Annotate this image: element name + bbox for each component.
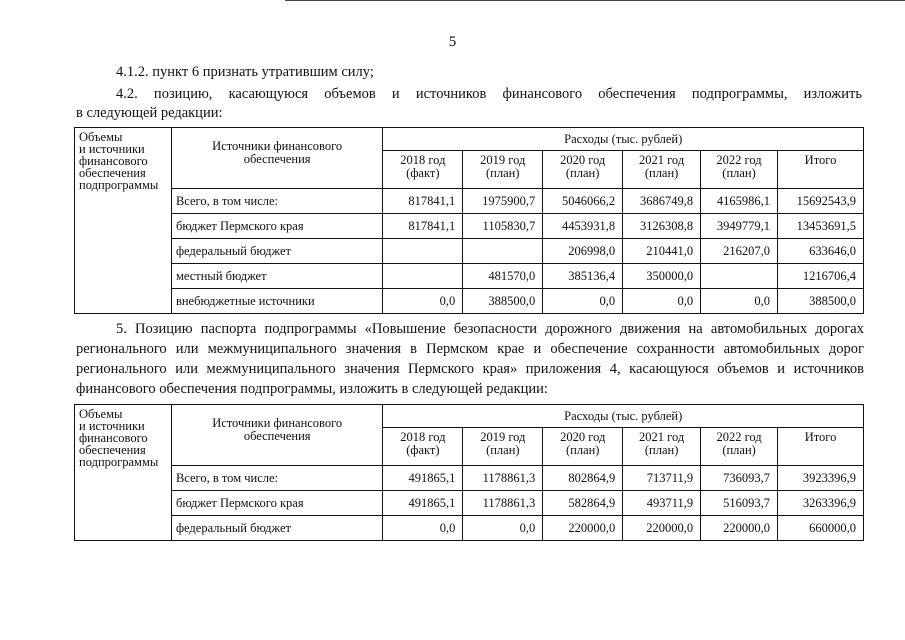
year-header: 2021 год (план) bbox=[623, 151, 701, 189]
value-cell: 3923396,9 bbox=[778, 466, 864, 491]
value-cell: 633646,0 bbox=[778, 239, 864, 264]
top-rule bbox=[285, 0, 905, 1]
value-cell: 1105830,7 bbox=[463, 214, 543, 239]
header-row bbox=[75, 128, 864, 151]
expenses-header: Расходы (тыс. рублей) bbox=[383, 405, 864, 428]
table-row bbox=[75, 289, 864, 314]
paragraph-4-2-line1: 4.2. позицию, касающуюся объемов и источников финансового обеспечения подпрограммы, изложить bbox=[116, 86, 862, 102]
value-cell: 13453691,5 bbox=[778, 214, 864, 239]
table-row bbox=[75, 264, 864, 289]
year-header: Итого bbox=[778, 151, 864, 189]
year-header: 2022 год (план) bbox=[701, 151, 778, 189]
table-row bbox=[75, 189, 864, 214]
value-cell: 660000,0 bbox=[778, 516, 864, 541]
source-label: Всего, в том числе: bbox=[171, 466, 382, 491]
year-header: 2020 год (план) bbox=[543, 428, 623, 466]
sources-header: Источники финансового обеспечения bbox=[171, 405, 382, 466]
table-row bbox=[75, 516, 864, 541]
value-cell: 736093,7 bbox=[701, 466, 778, 491]
header-row bbox=[75, 405, 864, 428]
financing-table-2 bbox=[74, 404, 864, 541]
value-cell: 15692543,9 bbox=[778, 189, 864, 214]
value-cell: 3686749,8 bbox=[623, 189, 701, 214]
value-cell: 491865,1 bbox=[383, 491, 463, 516]
value-cell: 582864,9 bbox=[543, 491, 623, 516]
value-cell: 0,0 bbox=[623, 289, 701, 314]
table-row bbox=[75, 466, 864, 491]
paragraph-4-2-line2: в следующей редакции: bbox=[76, 105, 223, 121]
value-cell: 3949779,1 bbox=[701, 214, 778, 239]
table-row bbox=[75, 239, 864, 264]
value-cell: 516093,7 bbox=[701, 491, 778, 516]
value-cell: 3263396,9 bbox=[778, 491, 864, 516]
value-cell: 388500,0 bbox=[778, 289, 864, 314]
value-cell: 210441,0 bbox=[623, 239, 701, 264]
source-label: федеральный бюджет bbox=[171, 239, 382, 264]
value-cell bbox=[383, 264, 463, 289]
financing-table-1 bbox=[74, 127, 864, 314]
source-label: федеральный бюджет bbox=[171, 516, 382, 541]
source-label: бюджет Пермского края bbox=[171, 214, 382, 239]
source-label: местный бюджет bbox=[171, 264, 382, 289]
value-cell: 220000,0 bbox=[701, 516, 778, 541]
value-cell: 206998,0 bbox=[543, 239, 623, 264]
value-cell: 1178861,3 bbox=[463, 491, 543, 516]
value-cell: 216207,0 bbox=[701, 239, 778, 264]
year-header: 2020 год (план) bbox=[543, 151, 623, 189]
value-cell: 491865,1 bbox=[383, 466, 463, 491]
value-cell: 5046066,2 bbox=[543, 189, 623, 214]
table-row bbox=[75, 491, 864, 516]
year-header: 2018 год (факт) bbox=[383, 428, 463, 466]
source-label: внебюджетные источники bbox=[171, 289, 382, 314]
value-cell: 0,0 bbox=[383, 516, 463, 541]
value-cell: 1178861,3 bbox=[463, 466, 543, 491]
source-label: бюджет Пермского края bbox=[171, 491, 382, 516]
expenses-header: Расходы (тыс. рублей) bbox=[383, 128, 864, 151]
value-cell: 817841,1 bbox=[383, 214, 463, 239]
year-header: 2022 год (план) bbox=[701, 428, 778, 466]
value-cell: 0,0 bbox=[701, 289, 778, 314]
value-cell: 4453931,8 bbox=[543, 214, 623, 239]
value-cell bbox=[463, 239, 543, 264]
volumes-sources-cell: Объемы и источники финансового обеспечения подпрограммы bbox=[75, 405, 172, 541]
value-cell: 817841,1 bbox=[383, 189, 463, 214]
value-cell: 0,0 bbox=[543, 289, 623, 314]
value-cell: 802864,9 bbox=[543, 466, 623, 491]
value-cell bbox=[383, 239, 463, 264]
page-number: 5 bbox=[448, 34, 457, 50]
year-header: 2021 год (план) bbox=[623, 428, 701, 466]
value-cell: 481570,0 bbox=[463, 264, 543, 289]
year-header: 2018 год (факт) bbox=[383, 151, 463, 189]
value-cell: 493711,9 bbox=[623, 491, 701, 516]
value-cell: 220000,0 bbox=[623, 516, 701, 541]
year-header: 2019 год (план) bbox=[463, 428, 543, 466]
paragraph-4-1-2: 4.1.2. пункт 6 признать утратившим силу; bbox=[116, 64, 374, 80]
year-header: Итого bbox=[778, 428, 864, 466]
volumes-sources-cell: Объемы и источники финансового обеспечения подпрограммы bbox=[75, 128, 172, 314]
value-cell: 1975900,7 bbox=[463, 189, 543, 214]
source-label: Всего, в том числе: bbox=[171, 189, 382, 214]
year-header: 2019 год (план) bbox=[463, 151, 543, 189]
value-cell: 0,0 bbox=[463, 516, 543, 541]
paragraph-5: 5. Позицию паспорта подпрограммы «Повышение безопасности дорожного движения на автомобильных дорогах регионального или межмуниципального значения в Пермском крае и обеспечение сохранности автомобильных дорог регионального или межмуниципального значения Пермского края» приложения 4, касающуюся объемов и источников финансового обеспечения подпрограммы, изложить в следующей редакции: bbox=[76, 321, 864, 397]
value-cell: 385136,4 bbox=[543, 264, 623, 289]
value-cell: 4165986,1 bbox=[701, 189, 778, 214]
value-cell: 350000,0 bbox=[623, 264, 701, 289]
value-cell: 713711,9 bbox=[623, 466, 701, 491]
value-cell: 388500,0 bbox=[463, 289, 543, 314]
value-cell: 0,0 bbox=[383, 289, 463, 314]
value-cell: 220000,0 bbox=[543, 516, 623, 541]
value-cell: 3126308,8 bbox=[623, 214, 701, 239]
table-row bbox=[75, 214, 864, 239]
sources-header: Источники финансового обеспечения bbox=[171, 128, 382, 189]
value-cell: 1216706,4 bbox=[778, 264, 864, 289]
value-cell bbox=[701, 264, 778, 289]
